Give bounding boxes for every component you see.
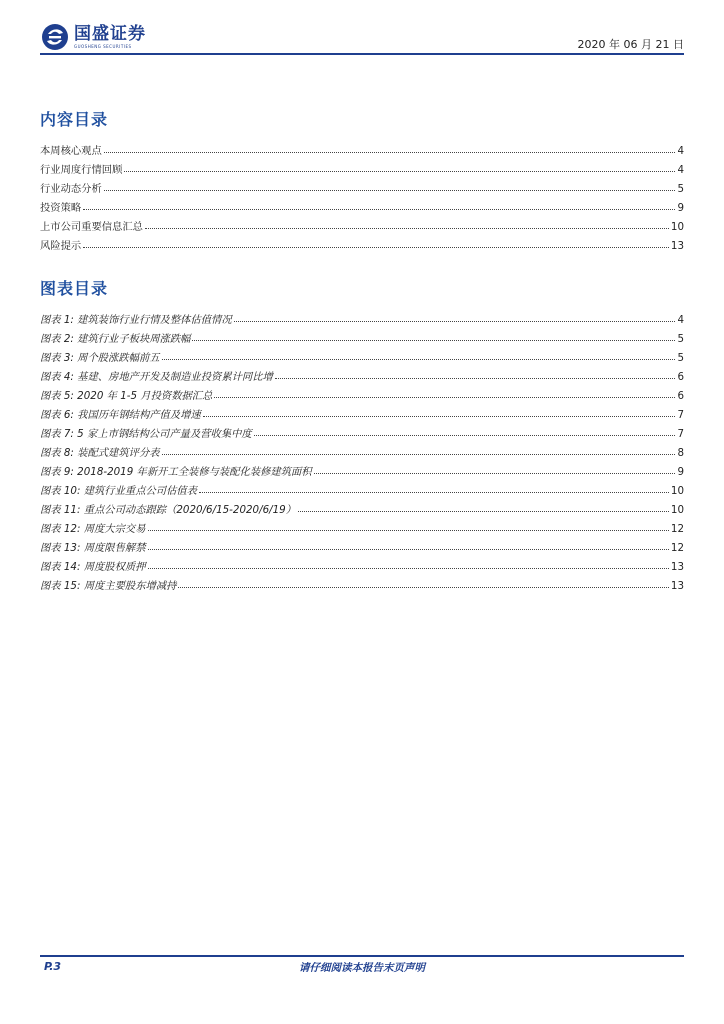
- toc-entry-page: 10: [670, 485, 684, 497]
- toc-entry-label: 图表 1: 建筑装饰行业行情及整体估值情况: [40, 314, 232, 326]
- toc-leader-dots: [162, 454, 676, 455]
- figure-toc-entry[interactable]: [40, 554, 684, 573]
- toc-leader-dots: [124, 171, 675, 172]
- report-date: 2020 年 06 月 21 日: [577, 38, 684, 51]
- figure-toc-entry[interactable]: [40, 573, 684, 592]
- toc-entry-label: 图表 7: 5 家上市钢结构公司产量及营收集中度: [40, 428, 252, 440]
- toc-entry-label: 本周核心观点: [40, 145, 102, 157]
- toc-leader-dots: [298, 511, 669, 512]
- toc-entry-label: 图表 13: 周度限售解禁: [40, 542, 146, 554]
- toc-entry-label: 图表 14: 周度股权质押: [40, 561, 146, 573]
- toc-entry-page: 5: [677, 333, 684, 345]
- toc-leader-dots: [214, 397, 675, 398]
- toc-entry-label: 图表 12: 周度大宗交易: [40, 523, 146, 535]
- contents-toc-entry[interactable]: [40, 233, 684, 252]
- toc-entry-label: 图表 6: 我国历年钢结构产值及增速: [40, 409, 201, 421]
- toc-entry-label: 图表 15: 周度主要股东增减持: [40, 580, 177, 592]
- toc-entry-label: 图表 10: 建筑行业重点公司估值表: [40, 485, 197, 497]
- figure-toc-entry[interactable]: [40, 383, 684, 402]
- toc-entry-label: 图表 8: 装配式建筑评分表: [40, 447, 160, 459]
- toc-entry-label: 行业周度行情回顾: [40, 164, 123, 176]
- page-number: P.3: [44, 960, 62, 973]
- toc-entry-label: 图表 9: 2018-2019 年新开工全装修与装配化装修建筑面积: [40, 466, 312, 478]
- logo-mark-icon: [40, 22, 70, 52]
- figure-toc-entry[interactable]: [40, 516, 684, 535]
- toc-entry-page: 13: [670, 240, 684, 252]
- toc-leader-dots: [234, 321, 676, 322]
- header-divider: [40, 53, 684, 55]
- toc-entry-label: 图表 4: 基建、房地产开发及制造业投资累计同比增: [40, 371, 273, 383]
- figure-toc-entry[interactable]: [40, 364, 684, 383]
- toc-leader-dots: [314, 473, 676, 474]
- toc-entry-page: 10: [670, 504, 684, 516]
- contents-toc-entry[interactable]: [40, 214, 684, 233]
- toc-leader-dots: [192, 340, 675, 341]
- figure-toc-entry[interactable]: [40, 421, 684, 440]
- toc-entry-page: 9: [677, 202, 684, 214]
- toc-leader-dots: [83, 209, 675, 210]
- page-header: [40, 20, 684, 56]
- toc-leader-dots: [148, 568, 669, 569]
- contents-toc-entry[interactable]: [40, 157, 684, 176]
- figure-toc-entry[interactable]: [40, 440, 684, 459]
- toc-leader-dots: [104, 190, 676, 191]
- toc-entry-page: 7: [677, 428, 684, 440]
- figure-toc-entry[interactable]: [40, 478, 684, 497]
- footer-disclaimer: 请仔细阅读本报告末页声明: [299, 962, 425, 974]
- toc-leader-dots: [148, 530, 669, 531]
- toc-leader-dots: [148, 549, 669, 550]
- toc-entry-page: 12: [670, 523, 684, 535]
- toc-leader-dots: [199, 492, 669, 493]
- figures-list: [40, 307, 684, 592]
- toc-entry-page: 5: [677, 183, 684, 195]
- toc-entry-page: 6: [677, 371, 684, 383]
- contents-toc-entry[interactable]: [40, 176, 684, 195]
- toc-entry-page: 13: [670, 580, 684, 592]
- toc-leader-dots: [145, 228, 669, 229]
- contents-toc-entry[interactable]: [40, 138, 684, 157]
- toc-entry-label: 图表 2: 建筑行业子板块周涨跌幅: [40, 333, 191, 345]
- figure-toc-entry[interactable]: [40, 345, 684, 364]
- toc-entry-label: 图表 11: 重点公司动态跟踪（2020/6/15-2020/6/19）: [40, 504, 296, 516]
- toc-entry-page: 4: [677, 314, 684, 326]
- toc-entry-page: 13: [670, 561, 684, 573]
- toc-leader-dots: [104, 152, 676, 153]
- footer-divider: [40, 955, 684, 957]
- toc-entry-page: 12: [670, 542, 684, 554]
- toc-entry-page: 4: [677, 164, 684, 176]
- contents-title: 内容目录: [40, 110, 109, 129]
- toc-leader-dots: [178, 587, 669, 588]
- logo-text-cn: 国盛证券: [74, 24, 146, 44]
- toc-entry-page: 4: [677, 145, 684, 157]
- figures-title: 图表目录: [40, 279, 109, 298]
- toc-entry-page: 6: [677, 390, 684, 402]
- toc-entry-page: 9: [677, 466, 684, 478]
- figure-toc-entry[interactable]: [40, 459, 684, 478]
- contents-toc-entry[interactable]: [40, 195, 684, 214]
- toc-leader-dots: [254, 435, 676, 436]
- toc-leader-dots: [162, 359, 676, 360]
- toc-entry-page: 10: [670, 221, 684, 233]
- logo-text-en: GUOSHENG SECURITIES: [74, 44, 132, 49]
- contents-list: [40, 138, 684, 252]
- figure-toc-entry[interactable]: [40, 326, 684, 345]
- toc-entry-label: 行业动态分析: [40, 183, 102, 195]
- toc-entry-label: 上市公司重要信息汇总: [40, 221, 143, 233]
- toc-entry-label: 图表 3: 周个股涨跌幅前五: [40, 352, 160, 364]
- toc-leader-dots: [83, 247, 669, 248]
- toc-entry-page: 7: [677, 409, 684, 421]
- toc-entry-label: 图表 5: 2020 年 1-5 月投资数据汇总: [40, 390, 213, 402]
- toc-entry-page: 5: [677, 352, 684, 364]
- toc-entry-label: 风险提示: [40, 240, 82, 252]
- toc-entry-label: 投资策略: [40, 202, 82, 214]
- toc-leader-dots: [275, 378, 676, 379]
- figure-toc-entry[interactable]: [40, 307, 684, 326]
- figure-toc-entry[interactable]: [40, 535, 684, 554]
- toc-entry-page: 8: [677, 447, 684, 459]
- toc-leader-dots: [203, 416, 676, 417]
- company-logo: [40, 22, 146, 52]
- figure-toc-entry[interactable]: [40, 497, 684, 516]
- figure-toc-entry[interactable]: [40, 402, 684, 421]
